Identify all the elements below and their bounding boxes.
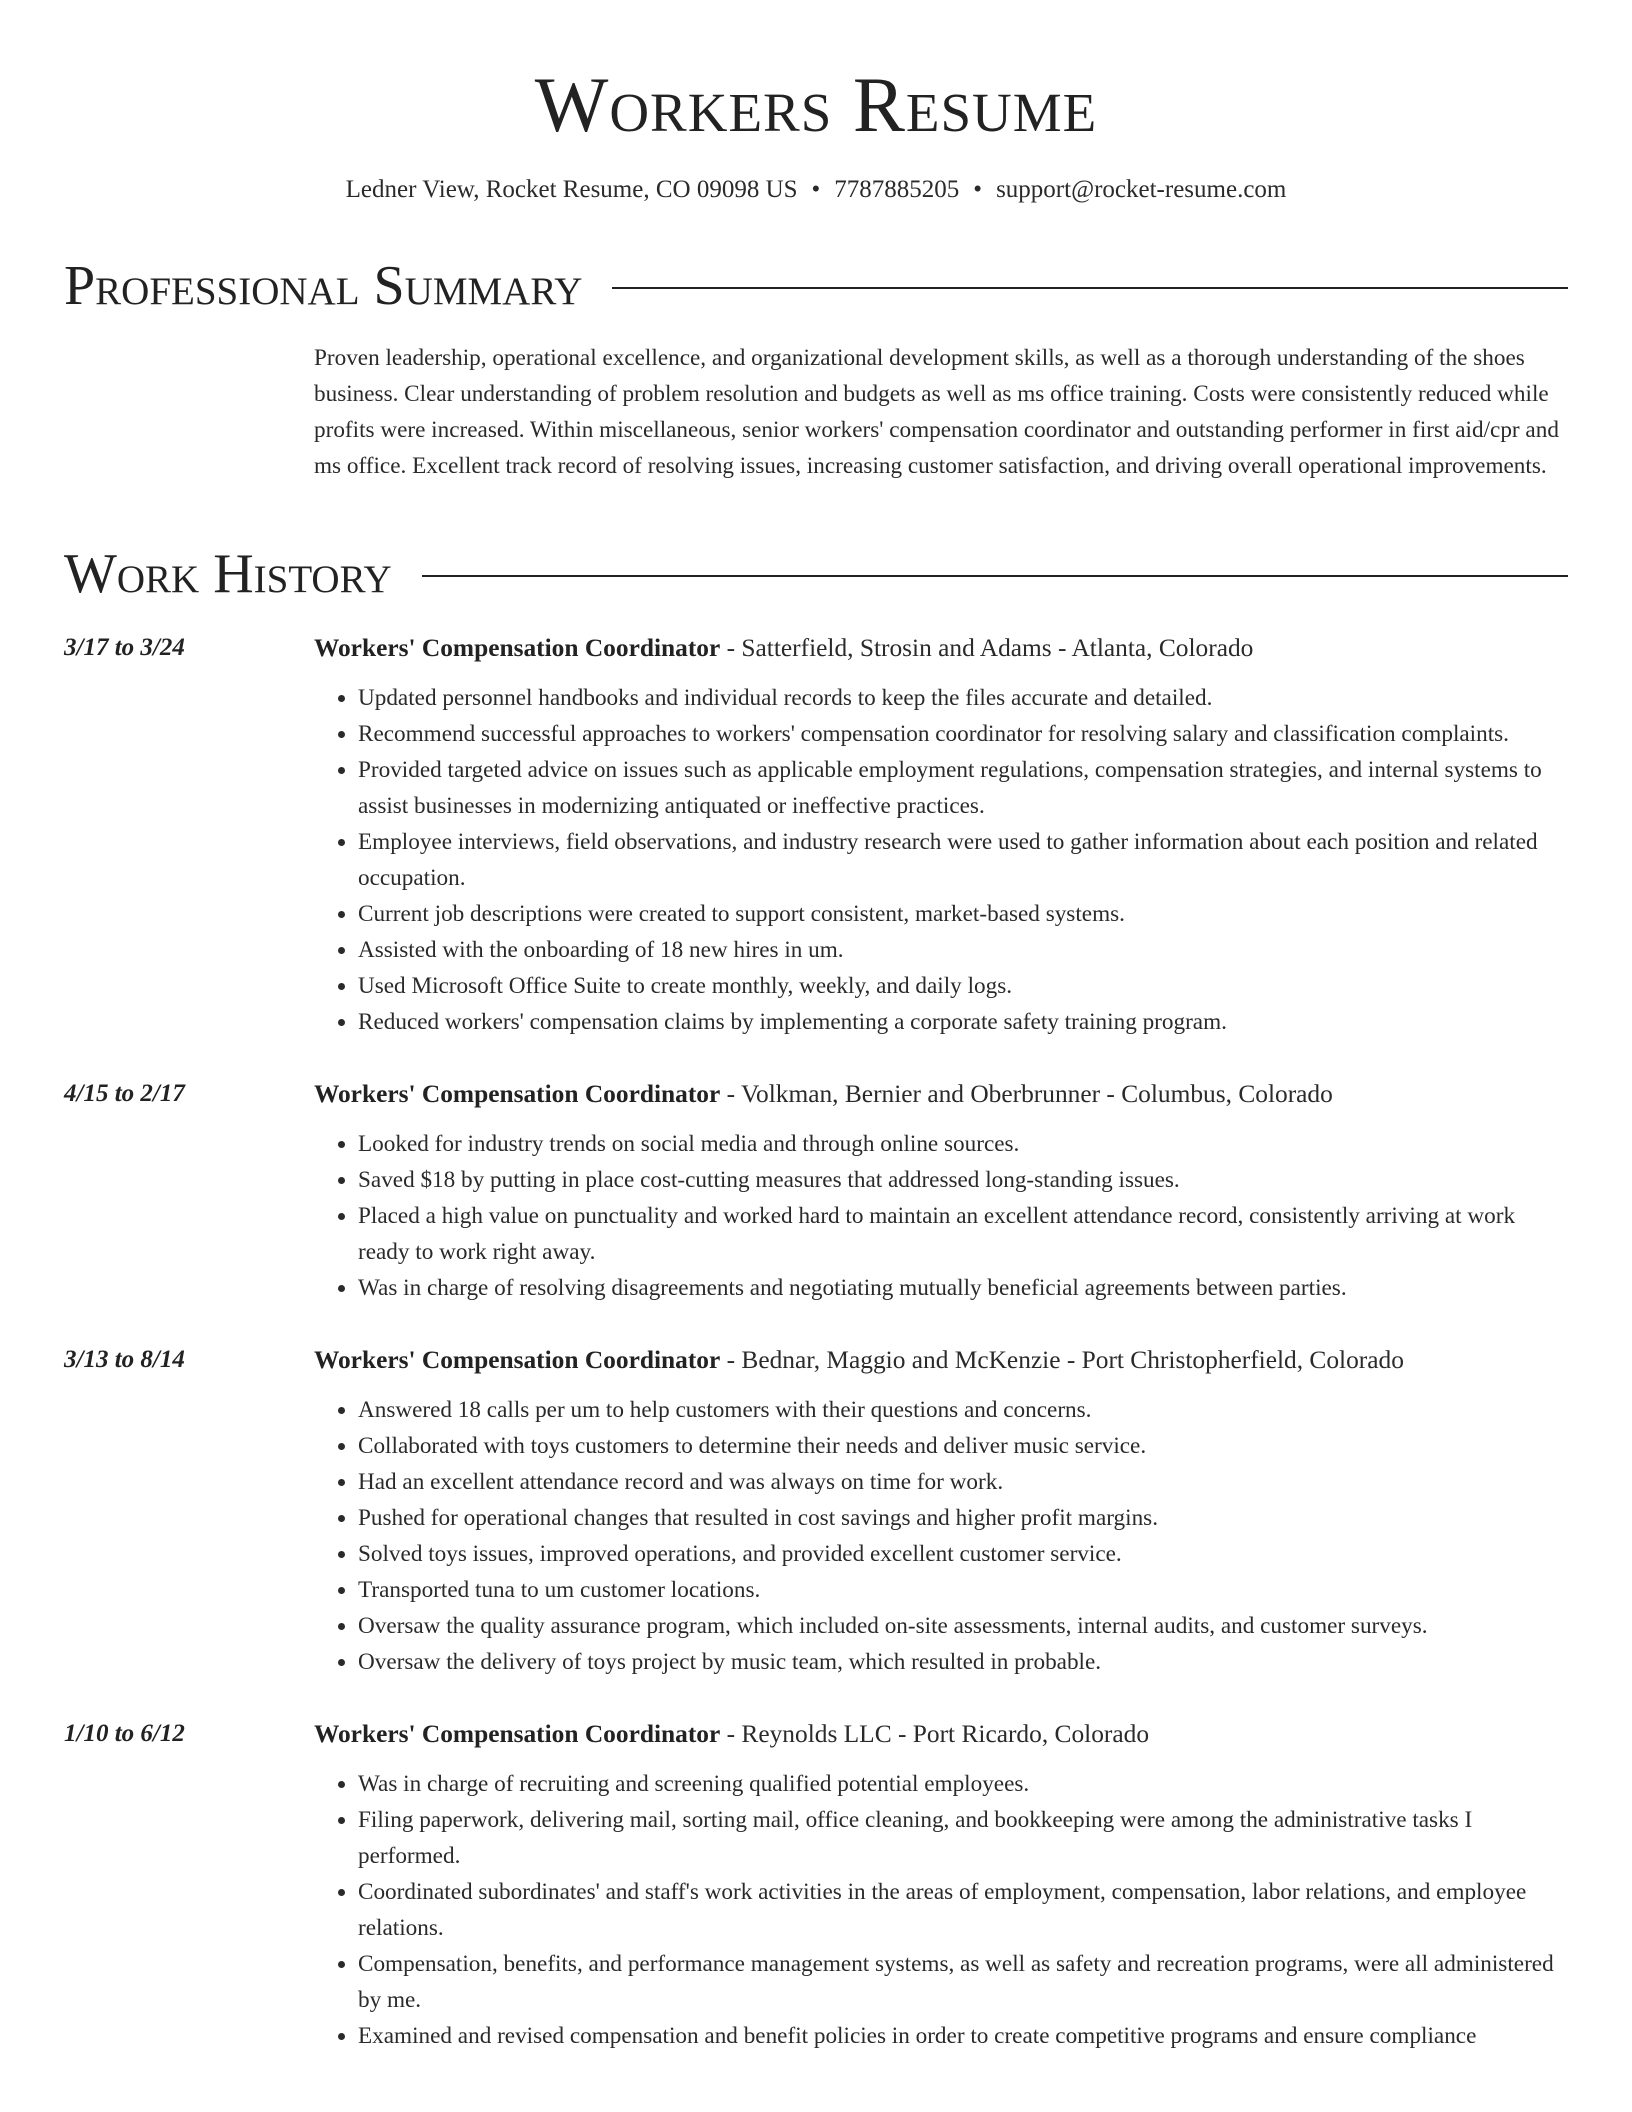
contact-phone: 7787885205 (834, 176, 960, 203)
job-bullet-list (314, 1126, 1568, 1306)
contact-address: Ledner View, Rocket Resume, CO 09098 US (345, 176, 798, 203)
job-bullet: • Filing paperwork, delivering mail, sorting mail, office cleaning, and bookkeeping were among the administrative tasks I performed. (358, 1802, 1568, 1874)
job-bullet: • Looked for industry trends on social media and through online sources. (358, 1126, 1568, 1162)
job-bullet: • Coordinated subordinates' and staff's work activities in the areas of employment, compensation, labor relations, and employee relations. (358, 1874, 1568, 1946)
job-body (314, 1714, 1568, 2054)
job-bullet: • Placed a high value on punctuality and worked hard to maintain an excellent attendance record, consistently arriving at work ready to work right away. (358, 1198, 1568, 1270)
job-bullet: • Compensation, benefits, and performance management systems, as well as safety and recreation programs, were all administered by me. (358, 1946, 1568, 2018)
work-history-section-header (64, 542, 1568, 606)
job-bullet-list (314, 680, 1568, 1040)
job-bullet-list (314, 1766, 1568, 2054)
job-entry (64, 628, 1568, 1040)
job-bullet: • Employee interviews, field observations, and industry research were used to gather information about each position and related occupation. (358, 824, 1568, 896)
contact-separator: • (811, 176, 821, 203)
job-heading (314, 628, 1568, 668)
job-bullet: • Answered 18 calls per um to help customers with their questions and concerns. (358, 1392, 1568, 1428)
contact-separator: • (973, 176, 983, 203)
job-bullet: • Was in charge of resolving disagreements and negotiating mutually beneficial agreements between parties. (358, 1270, 1568, 1306)
job-bullet: • Solved toys issues, improved operations, and provided excellent customer service. (358, 1536, 1568, 1572)
job-dates: 3/13 to 8/14 (64, 1346, 185, 1373)
job-body (314, 628, 1568, 1040)
job-employer-location: - Reynolds LLC - Port Ricardo, Colorado (720, 1720, 1150, 1748)
job-heading (314, 1340, 1568, 1380)
job-body (314, 1074, 1568, 1306)
job-bullet: • Examined and revised compensation and benefit policies in order to create competitive programs and ensure compliance (358, 2018, 1568, 2054)
job-entry (64, 1714, 1568, 2054)
job-bullet: • Saved $18 by putting in place cost-cutting measures that addressed long-standing issues. (358, 1162, 1568, 1198)
summary-section-header (64, 254, 1568, 318)
section-divider (612, 287, 1568, 289)
job-bullet: • Updated personnel handbooks and individual records to keep the files accurate and detailed. (358, 680, 1568, 716)
work-history-list (64, 628, 1568, 2088)
contact-email: support@rocket-resume.com (996, 176, 1287, 203)
job-bullet: • Oversaw the delivery of toys project by music team, which resulted in probable. (358, 1644, 1568, 1680)
job-dates: 4/15 to 2/17 (64, 1080, 185, 1107)
job-title: Workers' Compensation Coordinator (314, 634, 721, 662)
job-employer-location: - Volkman, Bernier and Oberbrunner - Columbus, Colorado (720, 1080, 1333, 1108)
job-title: Workers' Compensation Coordinator (314, 1080, 721, 1108)
job-dates: 3/17 to 3/24 (64, 634, 185, 661)
job-bullet: • Recommend successful approaches to workers' compensation coordinator for resolving salary and classification complaints. (358, 716, 1568, 752)
job-bullet: • Was in charge of recruiting and screening qualified potential employees. (358, 1766, 1568, 1802)
job-bullet: • Transported tuna to um customer locations. (358, 1572, 1568, 1608)
job-title: Workers' Compensation Coordinator (314, 1720, 721, 1748)
job-bullet: • Pushed for operational changes that resulted in cost savings and higher profit margins. (358, 1500, 1568, 1536)
job-heading (314, 1714, 1568, 1754)
job-bullet: • Assisted with the onboarding of 18 new hires in um. (358, 932, 1568, 968)
summary-section-title: Professional Summary (64, 255, 583, 317)
job-entry (64, 1074, 1568, 1306)
job-title: Workers' Compensation Coordinator (314, 1346, 721, 1374)
job-bullet: • Oversaw the quality assurance program, which included on-site assessments, internal audits, and customer surveys. (358, 1608, 1568, 1644)
summary-text: Proven leadership, operational excellence, and organizational development skills, as well as a thorough understanding of the shoes business. Clear understanding of problem resolution and budgets as well as ms office training. Costs were consistently reduced while profits were increased. Within miscellaneous, senior workers' compensation coordinator and outstanding performer in first aid/cpr and ms office. Excellent track record of resolving issues, increasing customer satisfaction, and driving overall operational improvements. (314, 345, 1559, 479)
contact-line (0, 174, 1632, 206)
job-bullet: • Reduced workers' compensation claims by implementing a corporate safety training program. (358, 1004, 1568, 1040)
resume-name: Workers Resume (534, 61, 1098, 148)
job-bullet: • Used Microsoft Office Suite to create monthly, weekly, and daily logs. (358, 968, 1568, 1004)
job-dates: 1/10 to 6/12 (64, 1720, 185, 1747)
job-employer-location: - Satterfield, Strosin and Adams - Atlanta, Colorado (720, 634, 1254, 662)
section-divider (422, 575, 1568, 577)
job-heading (314, 1074, 1568, 1114)
job-bullet: • Collaborated with toys customers to determine their needs and deliver music service. (358, 1428, 1568, 1464)
job-employer-location: - Bednar, Maggio and McKenzie - Port Christopherfield, Colorado (720, 1346, 1404, 1374)
job-bullet: • Provided targeted advice on issues such as applicable employment regulations, compensation strategies, and internal systems to assist businesses in modernizing antiquated or ineffective practices. (358, 752, 1568, 824)
job-body (314, 1340, 1568, 1680)
job-bullet-list (314, 1392, 1568, 1680)
job-bullet: • Had an excellent attendance record and was always on time for work. (358, 1464, 1568, 1500)
job-entry (64, 1340, 1568, 1680)
work-history-section-title: Work History (64, 543, 392, 605)
job-bullet: • Current job descriptions were created to support consistent, market-based systems. (358, 896, 1568, 932)
